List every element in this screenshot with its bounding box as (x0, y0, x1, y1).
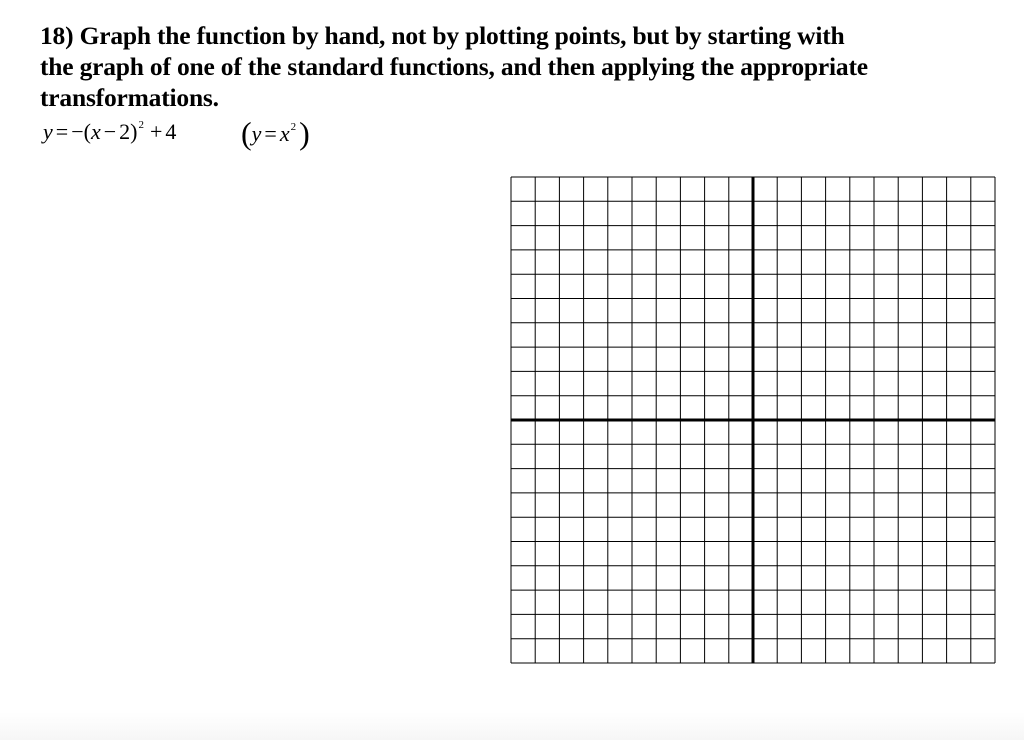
y-variable: y (251, 121, 262, 146)
exponent: 2 (290, 121, 297, 133)
problem-statement: 18) Graph the function by hand, not by plotting points, but by starting with the graph of one of the standard functions, and then applying the appropriate transformations. (40, 21, 868, 112)
close-paren: ) (299, 115, 310, 151)
vertical-shift-value: 4 (165, 119, 177, 144)
standard-function (241, 115, 310, 152)
equals-sign: = (55, 119, 69, 144)
horizontal-shift-value: 2 (119, 119, 131, 144)
equals-sign: = (264, 121, 277, 146)
graph-grid[interactable] (510, 176, 996, 664)
close-paren: ) (130, 119, 138, 144)
page-bottom-edge (0, 712, 1024, 740)
exponent: 2 (138, 119, 144, 131)
open-paren: ( (241, 115, 252, 151)
open-paren: ( (83, 119, 91, 144)
y-variable: y (43, 119, 53, 144)
x-variable: x (90, 119, 101, 144)
x-variable: x (279, 121, 290, 146)
plus-sign: + (149, 119, 163, 144)
given-function (43, 119, 176, 145)
negative-sign: − (71, 119, 84, 144)
minus-sign: − (103, 119, 117, 144)
